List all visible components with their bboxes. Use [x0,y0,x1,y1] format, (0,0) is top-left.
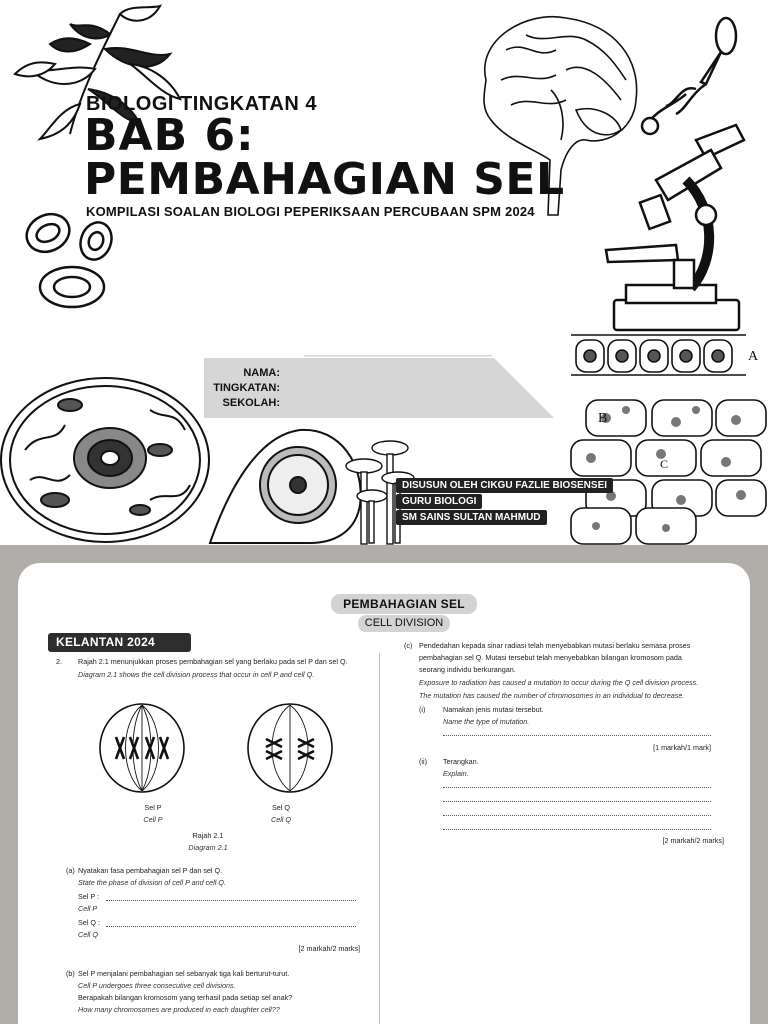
author-credits [396,478,613,526]
compilation-subtitle: KOMPILASI SOALAN BIOLOGI PEPERIKSAAN PERCUBAAN SPM 2024 [86,204,535,219]
part-c-label: (c) [404,641,413,650]
answer-p-label: Sel P : [78,892,100,901]
school-label: SEKOLAH: [222,397,280,409]
question-page [18,563,750,1024]
diagram-label-b: B [598,411,608,426]
part-c-i-label: (i) [419,705,426,714]
source-tag: KELANTAN 2024 [48,633,191,652]
part-c-en-2: The mutation has caused the number of chromosomes in an individual to decrease. [419,691,685,700]
diagram-label-a: A [748,349,759,364]
part-b-label: (b) [66,969,75,978]
page-subheading: CELL DIVISION [358,615,450,632]
part-c-ii-en: Explain. [443,769,469,778]
part-a-label: (a) [66,866,75,875]
cell-division-diagram [90,703,350,803]
answer-p-line[interactable] [106,900,356,901]
cover-subtitle: BIOLOGI TINGKATAN 4 [86,93,317,115]
cell-p-label-en: Cell P [143,815,163,824]
part-c-i-answer-line[interactable] [443,735,711,736]
intro-en: Diagram 2.1 shows the cell division process that occur in cell P and cell Q. [78,670,315,679]
part-c-i-en: Name the type of mutation. [443,717,530,726]
question-number: 2. [56,657,62,666]
part-b-en: Cell P undergoes three consecutive cell divisions. [78,981,236,990]
part-a-marks: [2 markah/2 marks] [298,944,360,953]
credit-school: SM SAINS SULTAN MAHMUD [396,510,547,525]
answer-p-label-en: Cell P [78,904,98,913]
answer-q-line[interactable] [106,926,356,927]
diagram-caption: Rajah 2.1 [192,831,224,840]
name-label: NAMA: [243,367,280,379]
diagram-label-c: C [660,457,669,471]
part-b-ms: Sel P menjalani pembahagian sel sebanyak tiga kali berturut-turut. [78,969,290,978]
part-c-ii-answer-line-3[interactable] [443,815,711,816]
part-c-ms-2: pembahagian sel Q. Mutasi tersebut telah menyebabkan bilangan kromosom pada [419,653,682,662]
part-b-en2: How many chromosomes are produced in each daughter cell?? [78,1005,280,1014]
part-a-ms: Nyatakan fasa pembahagian sel P dan sel Q. [78,866,223,875]
student-info-labels [206,366,280,411]
part-c-ii-answer-line-1[interactable] [443,787,711,788]
cell-q-label-en: Cell Q [271,815,291,824]
intro-ms: Rajah 2.1 menunjukkan proses pembahagian sel yang berlaku pada sel P dan sel Q. [78,657,348,666]
credit-role: GURU BIOLOGI [396,494,482,509]
part-a-en: State the phase of division of cell P and cell Q. [78,878,226,887]
blood-cells-illustration [20,205,120,315]
cell-q-label: Sel Q [272,803,290,812]
column-divider [379,653,380,1024]
credit-author: DISUSUN OLEH CIKGU FAZLIE BIOSENSEI [396,478,613,493]
part-c-ii-answer-line-2[interactable] [443,801,711,802]
answer-q-label-en: Cell Q [78,930,98,939]
answer-q-label: Sel Q : [78,918,100,927]
animal-cell-illustration [0,370,210,545]
page-preview-area [0,545,768,1024]
chapter-label: BAB 6: [84,110,255,161]
part-c-ii-marks: [2 markah/2 marks] [662,836,724,845]
cell-p-label: Sel P [144,803,162,812]
part-c-ii-answer-line-4[interactable] [443,829,711,830]
part-c-i-marks: [1 markah/1 mark] [653,743,711,752]
form-label: TINGKATAN: [213,382,280,394]
part-c-ii-ms: Terangkan. [443,757,479,766]
part-b-ms2: Berapakah bilangan kromosom yang terhasil pada setiap sel anak? [78,993,293,1002]
part-c-ms-3: seorang individu berkurangan. [419,665,516,674]
diagram-caption-en: Diagram 2.1 [188,843,228,852]
part-c-en-1: Exposure to radiation has caused a mutation to occur during the Q cell division process. [419,678,699,687]
page-heading: PEMBAHAGIAN SEL [331,594,477,614]
microscope-illustration [596,110,746,335]
cover-title: PEMBAHAGIAN SEL [84,154,565,205]
part-c-i-ms: Namakan jenis mutasi tersebut. [443,705,544,714]
part-c-ms-1: Pendedahan kepada sinar radiasi telah menyebabkan mutasi berlaku semasa proses [419,641,691,650]
part-c-ii-label: (ii) [419,757,427,766]
